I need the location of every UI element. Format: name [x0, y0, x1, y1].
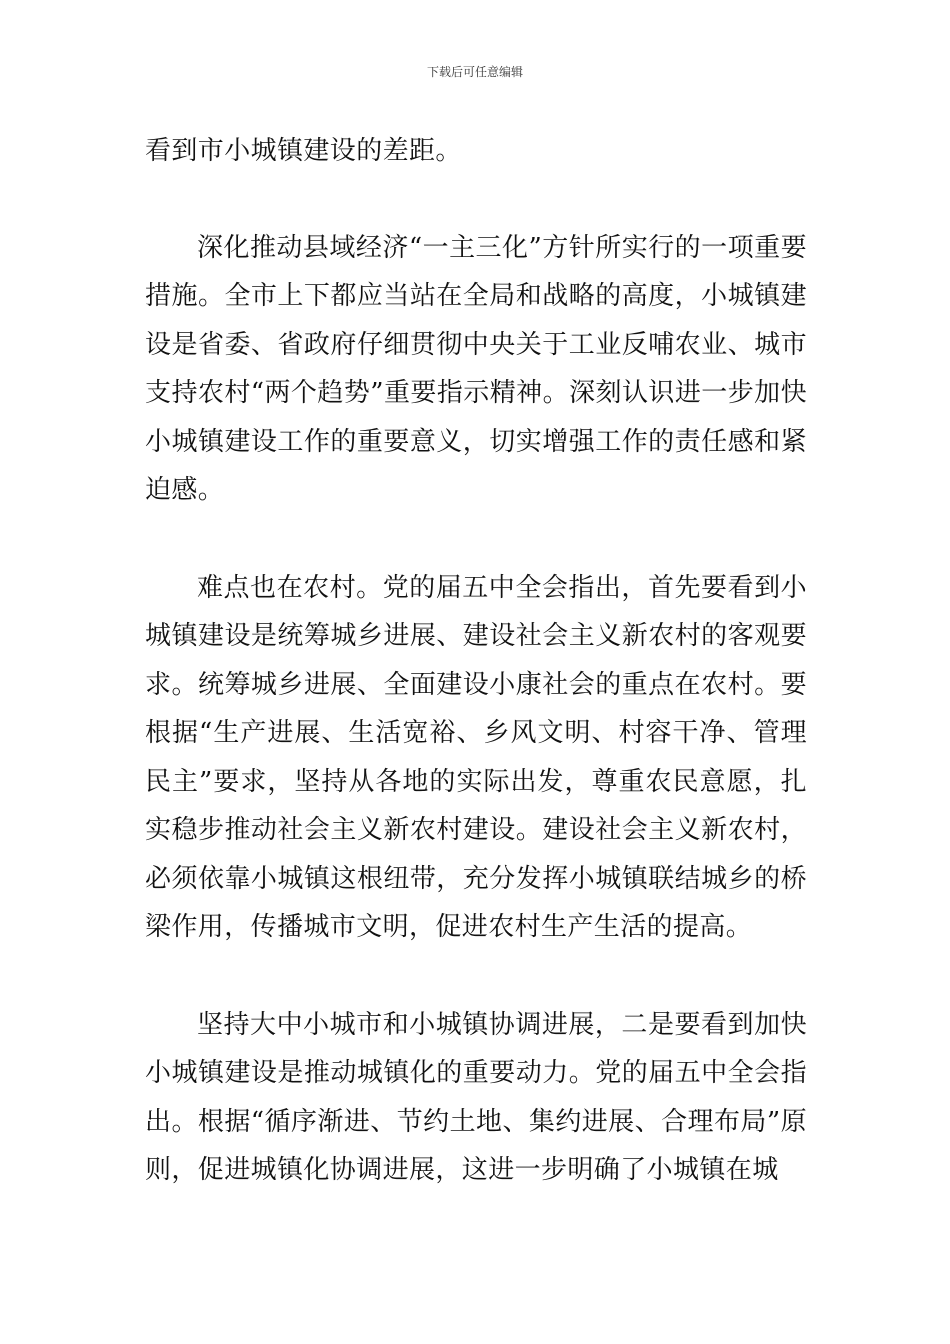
page-header-note: 下载后可任意编辑	[426, 65, 523, 79]
paragraph-new-countryside: 难点也在农村。党的届五中全会指出，首先要看到小城镇建设是统筹城乡进展、建设社会主义新农村的客观要求。统筹城乡进展、全面建设小康社会的重点在农村。要根据“生产进展、生活宽裕、乡风文明、村容干净、管理民主”要求，坚持从各地的实际出发，尊重农民意愿，扎实稳步推动社会主义新农村建设。建设社会主义新农村，必须依靠小城镇这根纽带，充分发挥小城镇联结城乡的桥梁作用，传播城市文明，促进农村生产生活的提高。	[145, 572, 807, 942]
paragraph-county-economy: 深化推动县域经济“一主三化”方针所实行的一项重要措施。全市上下都应当站在全局和战略的高度，小城镇建设是省委、省政府仔细贯彻中央关于工业反哺农业、城市支持农村“两个趋势”重要指示精神。深刻认识进一步加快小城镇建设工作的重要意义，切实增强工作的责任感和紧迫感。	[145, 232, 807, 505]
paragraph-continuation: 看到市小城镇建设的差距。	[145, 136, 462, 166]
document-body	[145, 127, 807, 1195]
paragraph-urbanization: 坚持大中小城市和小城镇协调进展，二是要看到加快小城镇建设是推动城镇化的重要动力。党的届五中全会指出。根据“循序渐进、节约土地、集约进展、合理布局”原则，促进城镇化协调进展，这进一步明确了小城镇在城	[145, 1009, 807, 1185]
